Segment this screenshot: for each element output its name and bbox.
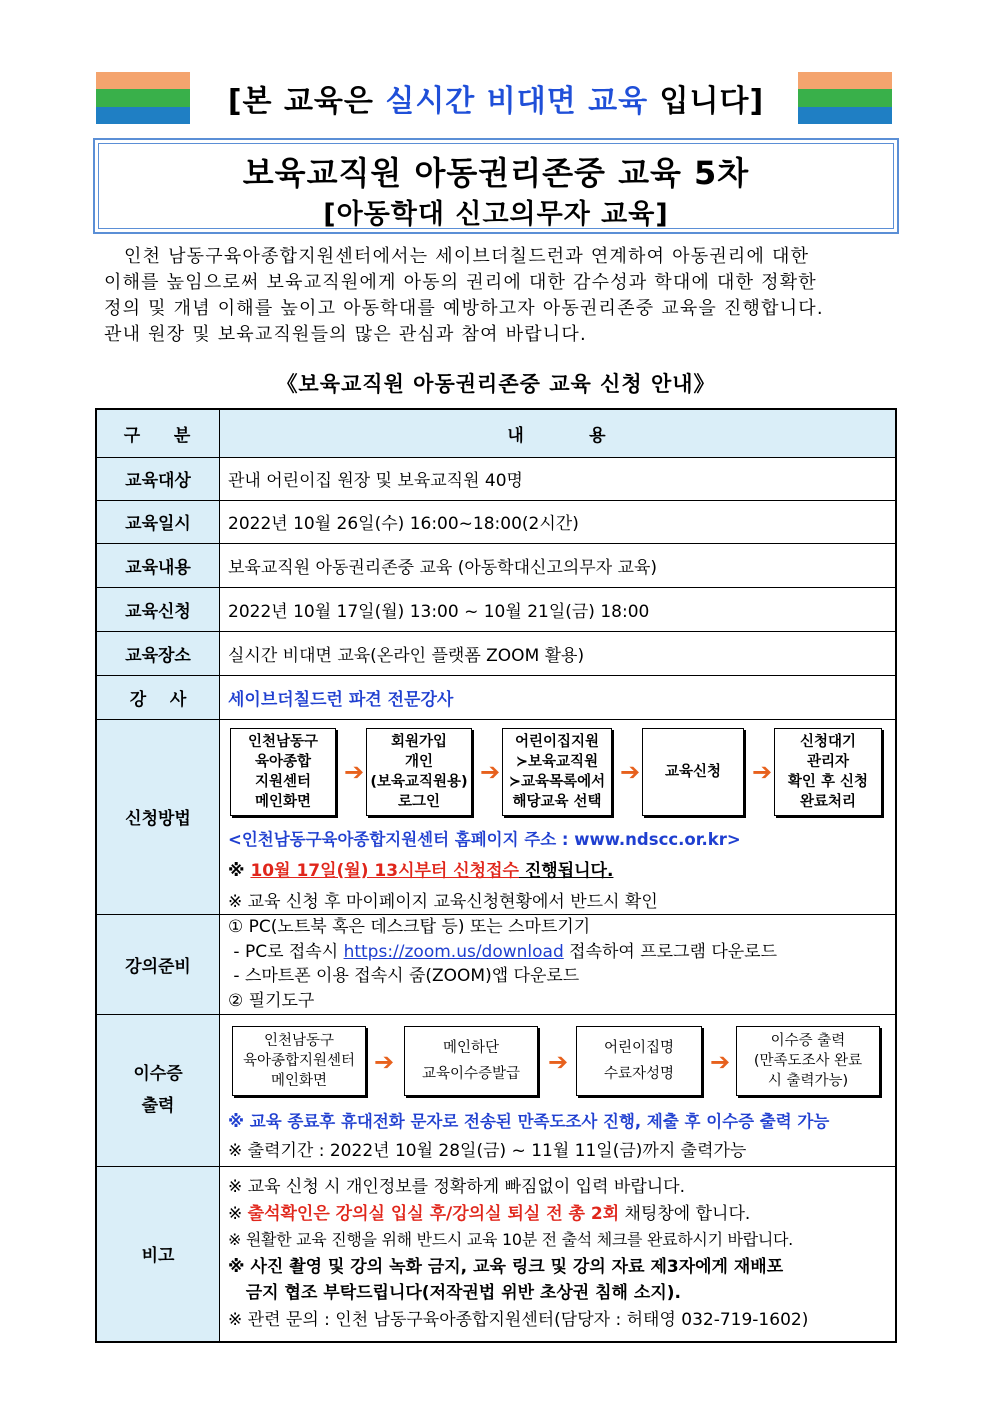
row-value-prep [220, 914, 897, 1014]
table-row [96, 500, 896, 543]
row-label-place: 교육장소 [96, 631, 220, 675]
banner-prefix: [본 교육은 [227, 84, 386, 119]
intro-line: 이해를 높임으로써 보육교직원에게 아동의 권리에 대한 감수성과 학대에 대한 정확한 [104, 272, 817, 293]
header-category: 구 분 [96, 409, 220, 457]
row-value-date: 2022년 10월 26일(수) 16:00~18:00(2시간) [220, 500, 897, 543]
table-row [96, 719, 896, 914]
flow-step-apply: 교육신청 [642, 728, 744, 816]
row-value-content: 보육교직원 아동권리존중 교육 (아동학대신고의무자 교육) [220, 543, 897, 587]
arrow-right-icon: ➔ [374, 1047, 395, 1076]
remark-contact: ※ 관련 문의 : 인천 남동구육아종합지원센터(담당자 : 허태영 032-719-1602) [228, 1309, 809, 1330]
row-label-target: 교육대상 [96, 457, 220, 500]
table-header-row [96, 409, 896, 457]
row-label-apply-period: 교육신청 [96, 587, 220, 631]
certificate-flow [228, 1022, 887, 1104]
cert-step-issue: 메인하단 교육이수증발급 [404, 1026, 538, 1096]
homepage-address: <인천남동구육아종합지원센터 홈페이지 주소 : www.ndscc.or.kr> [228, 829, 741, 849]
remark-line: ※ 교육 신청 시 개인정보를 정확하게 빠짐없이 입력 바랍니다. [228, 1177, 686, 1198]
arrow-right-icon: ➔ [480, 757, 501, 786]
remark-line: 금지 협조 부탁드립니다(저작권법 위반 초상권 침해 소지). [228, 1283, 681, 1304]
flow-step-login: 회원가입 개인 (보육교직원용) 로그인 [366, 728, 472, 816]
row-label-date: 교육일시 [96, 500, 220, 543]
cert-step-main-page: 인천남동구 육아종합지원센터 메인화면 [232, 1026, 366, 1096]
row-value-certificate [220, 1014, 897, 1166]
table-row [96, 1166, 896, 1342]
table-row [96, 457, 896, 500]
prep-smartphone: - 스마트폰 이용 접속시 줌(ZOOM)앱 다운로드 [228, 966, 580, 986]
banner-suffix: 입니다] [648, 84, 765, 119]
survey-notice: ※ 교육 종료후 휴대전화 문자로 전송된 만족도조사 진행, 제출 후 이수증 출력 가능 [228, 1111, 830, 1131]
row-label-lecturer: 강 사 [96, 675, 220, 719]
row-label-content: 교육내용 [96, 543, 220, 587]
arrow-right-icon: ➔ [710, 1047, 731, 1076]
arrow-right-icon: ➔ [344, 757, 365, 786]
remark-line: ※ 사진 촬영 및 강의 녹화 금지, 교육 링크 및 강의 자료 제3자에게 재배포 [228, 1256, 784, 1277]
table-row [96, 1014, 896, 1166]
row-value-lecturer: 세이브더칠드런 파견 전문강사 [220, 675, 897, 719]
row-value-place: 실시간 비대면 교육(온라인 플랫폼 ZOOM 활용) [220, 631, 897, 675]
prep-stationery: ② 필기도구 [228, 990, 315, 1011]
application-flow [228, 724, 887, 820]
decorative-stripe-left [96, 72, 190, 124]
row-label-method: 신청방법 [96, 719, 220, 914]
title-box [93, 138, 899, 234]
cert-step-print: 이수증 출력 (만족도조사 완료 시 출력가능) [736, 1026, 880, 1096]
arrow-right-icon: ➔ [620, 757, 641, 786]
row-value-target: 관내 어린이집 원장 및 보육교직원 40명 [220, 457, 897, 500]
table-row [96, 631, 896, 675]
decorative-stripe-right [798, 72, 892, 124]
application-info-table [95, 408, 897, 1343]
intro-paragraph [104, 244, 888, 348]
cert-step-name: 어린이집명 수료자성명 [576, 1026, 702, 1096]
zoom-download-link[interactable]: https://zoom.us/download [343, 941, 564, 962]
row-value-remarks [220, 1166, 897, 1342]
flow-step-complete: 신청대기 관리자 확인 후 신청 완료처리 [774, 728, 882, 816]
row-value-method [220, 719, 897, 914]
check-notice: ※ 교육 신청 후 마이페이지 교육신청현황에서 반드시 확인 [228, 891, 658, 912]
arrow-right-icon: ➔ [752, 757, 773, 786]
banner-text [200, 76, 792, 120]
header-content: 내 용 [220, 409, 897, 457]
intro-line: 인천 남동구육아종합지원센터에서는 세이브더칠드런과 연계하여 아동권리에 대한 [124, 246, 810, 267]
page-subtitle: [아동학대 신고의무자 교육] [323, 199, 669, 230]
application-notice: ※ 10월 17일(월) 13시부터 신청접수 진행됩니다. [228, 860, 614, 881]
prep-pc: - PC로 접속시 https://zoom.us/download 접속하여 프로그램 다운로드 [228, 941, 778, 962]
table-row [96, 587, 896, 631]
remark-line: ※ 원활한 교육 진행을 위해 반드시 교육 10분 전 출석 체크를 완료하시기 바랍니다. [228, 1230, 793, 1250]
intro-line: 정의 및 개념 이해를 높이고 아동학대를 예방하고자 아동권리존중 교육을 진행합니다. [104, 298, 824, 319]
table-row [96, 543, 896, 587]
table-row [96, 914, 896, 1014]
intro-line: 관내 원장 및 보육교직원들의 많은 관심과 참여 바랍니다. [104, 324, 587, 345]
banner-highlight: 실시간 비대면 교육 [385, 84, 649, 119]
page-title: 보육교직원 아동권리존중 교육 5차 [242, 154, 750, 192]
row-label-prep: 강의준비 [96, 914, 220, 1014]
print-period: ※ 출력기간 : 2022년 10월 28일(금) ~ 11월 11일(금)까지 출력가능 [228, 1140, 747, 1161]
row-label-certificate: 이수증 출력 [96, 1014, 220, 1166]
remark-attendance: ※ 출석확인은 강의실 입실 후/강의실 퇴실 전 총 2회 채팅창에 합니다. [228, 1203, 751, 1224]
row-label-remarks: 비고 [96, 1166, 220, 1342]
prep-device: ① PC(노트북 혹은 데스크탑 등) 또는 스마트기기 [228, 917, 591, 937]
arrow-right-icon: ➔ [548, 1047, 569, 1076]
table-row [96, 675, 896, 719]
section-title: 《보육교직원 아동권리존중 교육 신청 안내》 [276, 372, 716, 396]
flow-step-select-course: 어린이집지원 ≻보육교직원 ≻교육목록에서 해당교육 선택 [502, 728, 612, 816]
flow-step-main-page: 인천남동구 육아종합 지원센터 메인화면 [230, 728, 336, 816]
row-value-apply-period: 2022년 10월 17일(월) 13:00 ~ 10월 21일(금) 18:00 [220, 587, 897, 631]
